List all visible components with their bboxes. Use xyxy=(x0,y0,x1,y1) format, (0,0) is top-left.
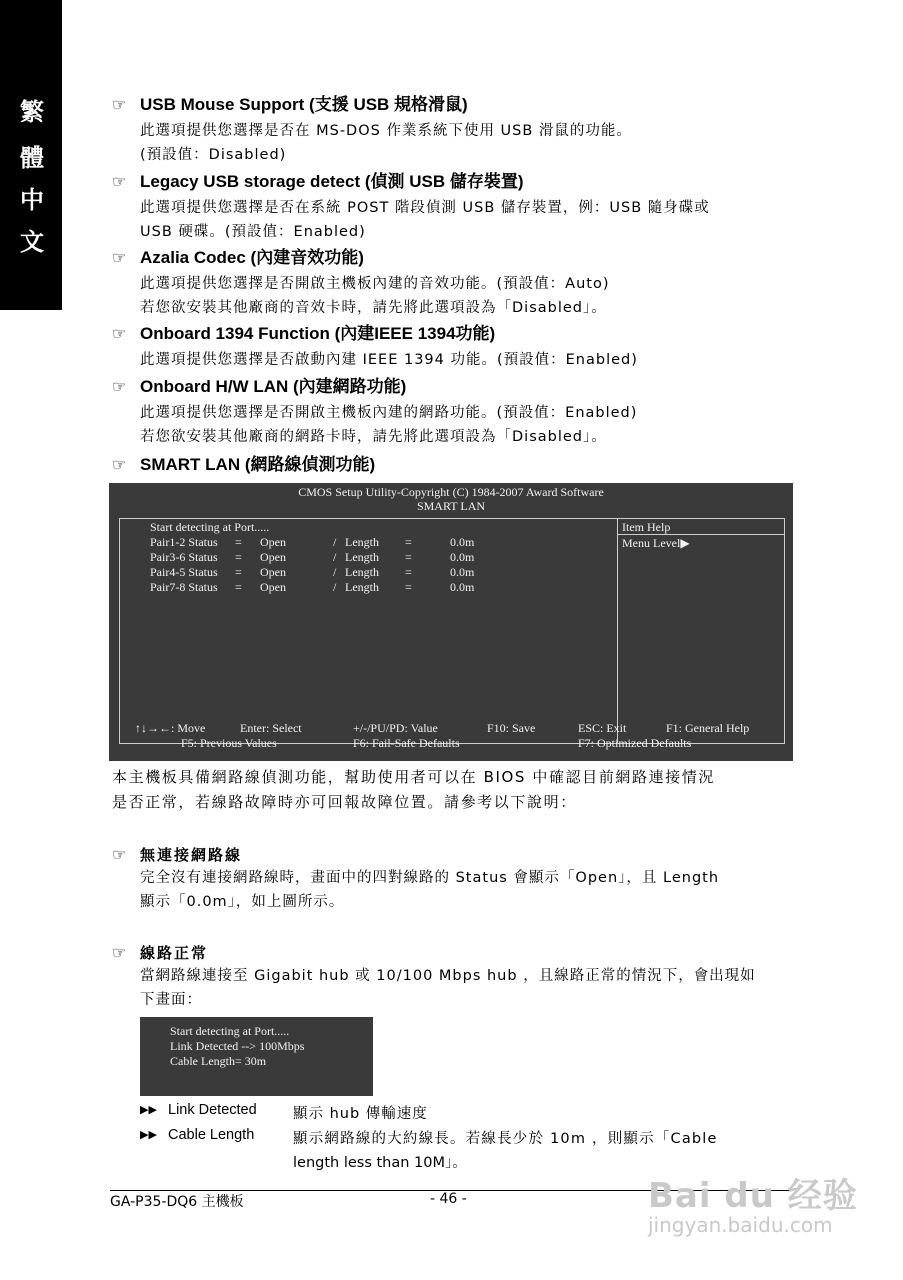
slash: / xyxy=(333,535,337,549)
length-label: Length xyxy=(345,580,379,594)
pair-status: Open xyxy=(260,535,286,549)
paragraph-line: 是否正常，若線路故障時亦可回報故障位置。請參考以下說明： xyxy=(112,793,577,811)
bios-frame xyxy=(119,518,785,744)
screen-line: Cable Length= 30m xyxy=(170,1054,267,1068)
section-heading: Onboard H/W LAN (內建網路功能) xyxy=(140,377,407,396)
pointing-hand-icon: ☞ xyxy=(112,326,127,343)
no-cable-section xyxy=(112,844,719,914)
double-arrow-icon: ▶▶ xyxy=(140,1103,157,1116)
pair-name: Pair1-2 Status xyxy=(150,535,218,549)
equals: = xyxy=(235,565,242,579)
definition-term: Cable Length xyxy=(168,1127,255,1143)
key-value: +/-/PU/PD: Value xyxy=(353,721,438,735)
pointing-hand-icon: ☞ xyxy=(112,379,127,396)
section-description: 此選項提供您選擇是否開啟主機板內建的音效功能。(預設值：Auto) xyxy=(140,276,610,292)
section-description: 若您欲安裝其他廠商的網路卡時，請先將此選項設為「Disabled」。 xyxy=(140,429,607,445)
smart-lan-section xyxy=(112,454,375,476)
section-description: 此選項提供您選擇是否在系統 POST 階段偵測 USB 儲存裝置，例：USB 隨身碟或 xyxy=(140,200,710,216)
key-f10: F10: Save xyxy=(487,721,536,735)
length-label: Length xyxy=(345,565,379,579)
section-description: 當網路線連接至 Gigabit hub 或 10/100 Mbps hub ，且線路正常的情況下，會出現如 xyxy=(140,968,756,984)
key-f7: F7: Optimized Defaults xyxy=(578,736,692,750)
screen-line: Link Detected --> 100Mbps xyxy=(170,1039,305,1053)
side-tab-char: 文 xyxy=(20,227,44,256)
section-description: 此選項提供您選擇是否開啟主機板內建的網路功能。(預設值：Enabled) xyxy=(140,405,638,421)
bios-smart-lan-screen xyxy=(109,483,793,761)
equals: = xyxy=(235,535,242,549)
equals: = xyxy=(405,535,412,549)
equals: = xyxy=(235,550,242,564)
key-f5: F5: Previous Values xyxy=(181,736,277,750)
section-heading: Legacy USB storage detect (偵測 USB 儲存裝置) xyxy=(140,172,524,191)
definition-desc: length less than 10M」。 xyxy=(293,1155,467,1171)
paragraph-line: 本主機板具備網路線偵測功能，幫助使用者可以在 BIOS 中確認目前網路連接情況 xyxy=(112,768,715,786)
bios-title: CMOS Setup Utility-Copyright (C) 1984-2007 Award Software xyxy=(298,485,604,499)
section-description: 下畫面： xyxy=(140,992,202,1008)
key-enter: Enter: Select xyxy=(240,721,302,735)
section-description: 完全沒有連接網路線時，畫面中的四對線路的 Status 會顯示「Open」，且 Length xyxy=(140,870,720,886)
bios-subtitle: SMART LAN xyxy=(416,499,486,513)
pair-status-row[interactable] xyxy=(150,535,610,550)
length-label: Length xyxy=(345,535,379,549)
onboard-lan-section xyxy=(112,376,637,449)
bios-divider xyxy=(617,519,618,743)
pair-name: Pair7-8 Status xyxy=(150,580,218,594)
pair-status-row[interactable] xyxy=(150,565,610,580)
pair-status-row[interactable] xyxy=(150,580,610,595)
definition-desc: 顯示網路線的大約線長。若線長少於 10m ，則顯示「Cable xyxy=(293,1131,718,1147)
pointing-hand-icon: ☞ xyxy=(112,174,127,191)
legacy-usb-storage-section xyxy=(112,171,710,244)
model-name: GA-P35-DQ6 主機板 xyxy=(110,1194,244,1210)
section-heading: SMART LAN (網路線偵測功能) xyxy=(140,455,376,474)
length-value: 0.0m xyxy=(450,565,475,579)
equals: = xyxy=(405,580,412,594)
intro-paragraph xyxy=(112,765,715,815)
length-label: Length xyxy=(345,550,379,564)
pointing-hand-icon: ☞ xyxy=(112,250,127,267)
watermark-url: jingyan.baidu.com xyxy=(648,1213,833,1237)
key-f6: F6: Fail-Safe Defaults xyxy=(353,736,460,750)
key-f1: F1: General Help xyxy=(666,721,750,735)
pair-status: Open xyxy=(260,580,286,594)
pointing-hand-icon: ☞ xyxy=(112,845,129,864)
equals: = xyxy=(405,550,412,564)
pointing-hand-icon: ☞ xyxy=(112,97,127,114)
equals: = xyxy=(235,580,242,594)
equals: = xyxy=(405,565,412,579)
section-description: 此選項提供您選擇是否啟動內建 IEEE 1394 功能。(預設值：Enabled) xyxy=(140,352,638,368)
section-heading: Onboard 1394 Function (內建IEEE 1394功能) xyxy=(140,324,496,343)
side-tab-char: 體 xyxy=(20,143,44,172)
onboard-1394-section xyxy=(112,323,638,372)
page-number: - 46 - xyxy=(430,1191,467,1207)
azalia-codec-section xyxy=(112,247,609,320)
slash: / xyxy=(333,580,337,594)
screen-line: Start detecting at Port..... xyxy=(170,1024,290,1038)
slash: / xyxy=(333,550,337,564)
pair-status-row[interactable] xyxy=(150,550,610,565)
side-tab-char: 繁 xyxy=(20,97,44,126)
pair-name: Pair4-5 Status xyxy=(150,565,218,579)
section-description: USB 硬碟。(預設值：Enabled) xyxy=(140,224,366,240)
section-description: 此選項提供您選擇是否在 MS-DOS 作業系統下使用 USB 滑鼠的功能。 xyxy=(140,123,632,139)
double-arrow-icon: ▶▶ xyxy=(140,1128,157,1141)
section-description: 顯示「0.0m」，如上圖所示。 xyxy=(140,894,345,910)
section-heading: 無連接網路線 xyxy=(140,846,243,864)
section-heading: 線路正常 xyxy=(140,944,209,962)
side-tab-char: 中 xyxy=(20,185,44,214)
usb-mouse-support-section xyxy=(112,94,632,167)
menu-level: Menu Level▶ xyxy=(622,536,690,550)
pair-status: Open xyxy=(260,565,286,579)
length-value: 0.0m xyxy=(450,535,475,549)
section-heading: Azalia Codec (內建音效功能) xyxy=(140,248,364,267)
length-value: 0.0m xyxy=(450,580,475,594)
baidu-logo-watermark: Bai du 经验 xyxy=(648,1176,858,1216)
language-side-tab xyxy=(0,0,62,310)
definition-desc: 顯示 hub 傳輸速度 xyxy=(293,1106,428,1122)
definition-term: Link Detected xyxy=(168,1102,257,1118)
line-normal-section xyxy=(112,942,756,1012)
section-description: 若您欲安裝其他廠商的音效卡時，請先將此選項設為「Disabled」。 xyxy=(140,300,607,316)
link-detected-screen xyxy=(140,1017,373,1096)
key-esc: ESC: Exit xyxy=(578,721,627,735)
pointing-hand-icon: ☞ xyxy=(112,457,127,474)
length-value: 0.0m xyxy=(450,550,475,564)
item-help-title: Item Help xyxy=(622,520,671,534)
key-move: ↑↓→←: Move xyxy=(135,721,206,735)
pointing-hand-icon: ☞ xyxy=(112,943,129,962)
section-description: (預設值：Disabled) xyxy=(140,147,287,163)
section-heading: USB Mouse Support (支援 USB 規格滑鼠) xyxy=(140,95,468,114)
slash: / xyxy=(333,565,337,579)
bios-start-line: Start detecting at Port..... xyxy=(150,520,270,534)
pair-status: Open xyxy=(260,550,286,564)
pair-name: Pair3-6 Status xyxy=(150,550,218,564)
